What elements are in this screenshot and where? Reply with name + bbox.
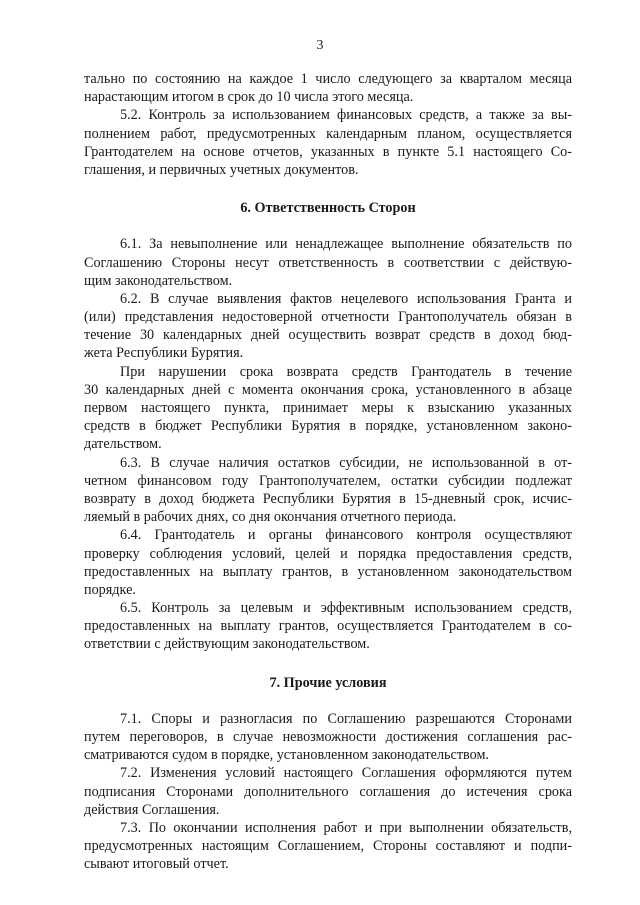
text-line: 6.3. В случае наличия остатков субсидии, не использованной в от- [120, 454, 572, 471]
section-heading-7: 7. Прочие условия [269, 674, 387, 691]
text-line: полнением работ, предусмотренных календарным планом, осуществляется [84, 125, 572, 142]
text-line: 5.2. Контроль за использованием финансовых средств, а также за вы- [120, 107, 572, 124]
paragraph-6-2 [84, 290, 572, 363]
text-line: предоставленных на выплату грантов, в установленном законодательством [84, 563, 572, 580]
text-line: сматриваются судом в порядке, установленном законодательством. [84, 747, 489, 764]
paragraph-7-2 [84, 764, 572, 819]
text-line: 7.1. Споры и разногласия по Соглашению разрешаются Сторонами [120, 710, 572, 727]
text-line: ляемый в рабочих днях, со дня окончания отчетного периода. [84, 509, 457, 526]
text-line: средств в бюджет Республики Бурятия в порядке, установленном законо- [84, 418, 572, 435]
text-line: 6.1. За невыполнение или ненадлежащее выполнение обязательств по [120, 236, 572, 253]
text-line: четном финансовом году Грантополучателем, остатки субсидии подлежат [84, 472, 572, 489]
text-line: 6.2. В случае выявления фактов нецелевого использования Гранта и [120, 290, 572, 307]
text-line: Соглашению Стороны несут ответственность в соответствии с действую- [84, 254, 572, 271]
text-line: сывают итоговый отчет. [84, 856, 229, 873]
page-number: 3 [316, 38, 324, 53]
text-line: 7.2. Изменения условий настоящего Соглашения оформляются путем [120, 765, 572, 782]
paragraph-5-2 [84, 106, 572, 179]
text-line: При нарушении срока возврата средств Грантодатель в течение [120, 363, 572, 380]
text-line: первом настоящего пункта, принимает меры к взысканию указанных [84, 400, 572, 416]
text-line: жета Республики Бурятия. [84, 345, 244, 362]
document-body [84, 70, 572, 874]
text-line: дательством. [84, 436, 162, 453]
text-line: порядке. [84, 581, 136, 598]
paragraph-5-1-continuation [84, 70, 572, 106]
text-line: 6.4. Грантодатель и органы финансового контроля осуществляют [120, 527, 572, 544]
text-line: проверку соблюдения условий, целей и порядка предоставления средств, [84, 545, 572, 562]
text-line: тально по состоянию на каждое 1 число следующего за кварталом месяца [84, 71, 572, 87]
paragraph-7-3 [84, 819, 572, 874]
paragraph-6-4 [84, 526, 572, 599]
text-line: подписания Сторонами дополнительного соглашения до истечения срока [84, 783, 572, 800]
paragraph-6-5 [84, 599, 572, 654]
section-heading-6: 6. Ответственность Сторон [240, 200, 416, 217]
text-line: действия Соглашения. [84, 801, 220, 818]
paragraph-7-1 [84, 710, 572, 765]
text-line: 6.5. Контроль за целевым и эффективным использованием средств, [120, 600, 572, 617]
text-line: Грантодателем на основе отчетов, указанных в пункте 5.1 настоящего Со- [84, 143, 572, 160]
text-line: (или) представления недостоверной отчетности Грантополучатель обязан в [84, 309, 572, 326]
text-line: нарастающим итогом в срок до 10 числа этого месяца. [84, 89, 414, 106]
text-line: 30 календарных дней с момента окончания срока, установленного в абзаце [84, 381, 572, 398]
paragraph-6-1 [84, 235, 572, 290]
text-line: предусмотренных настоящим Соглашением, Стороны составляют и подпи- [84, 838, 572, 855]
text-line: глашения, и первичных учетных документов. [84, 161, 359, 178]
text-line: путем переговоров, в случае невозможности достижения соглашения рас- [84, 729, 572, 745]
text-line: щим законодательством. [84, 272, 233, 289]
text-line: 7.3. По окончании исполнения работ и при выполнении обязательств, [120, 819, 572, 836]
text-line: ответствии с действующим законодательством. [84, 636, 370, 653]
text-line: предоставленных на выплату грантов, осуществляется Грантодателем в со- [84, 618, 572, 635]
paragraph-6-2-second [84, 363, 572, 454]
text-line: течение 30 календарных дней осуществить возврат средств в доход бюд- [84, 327, 572, 344]
text-line: возврату в доход бюджета Республики Бурятия в 15-дневный срок, исчис- [84, 490, 572, 507]
paragraph-6-3 [84, 454, 572, 527]
